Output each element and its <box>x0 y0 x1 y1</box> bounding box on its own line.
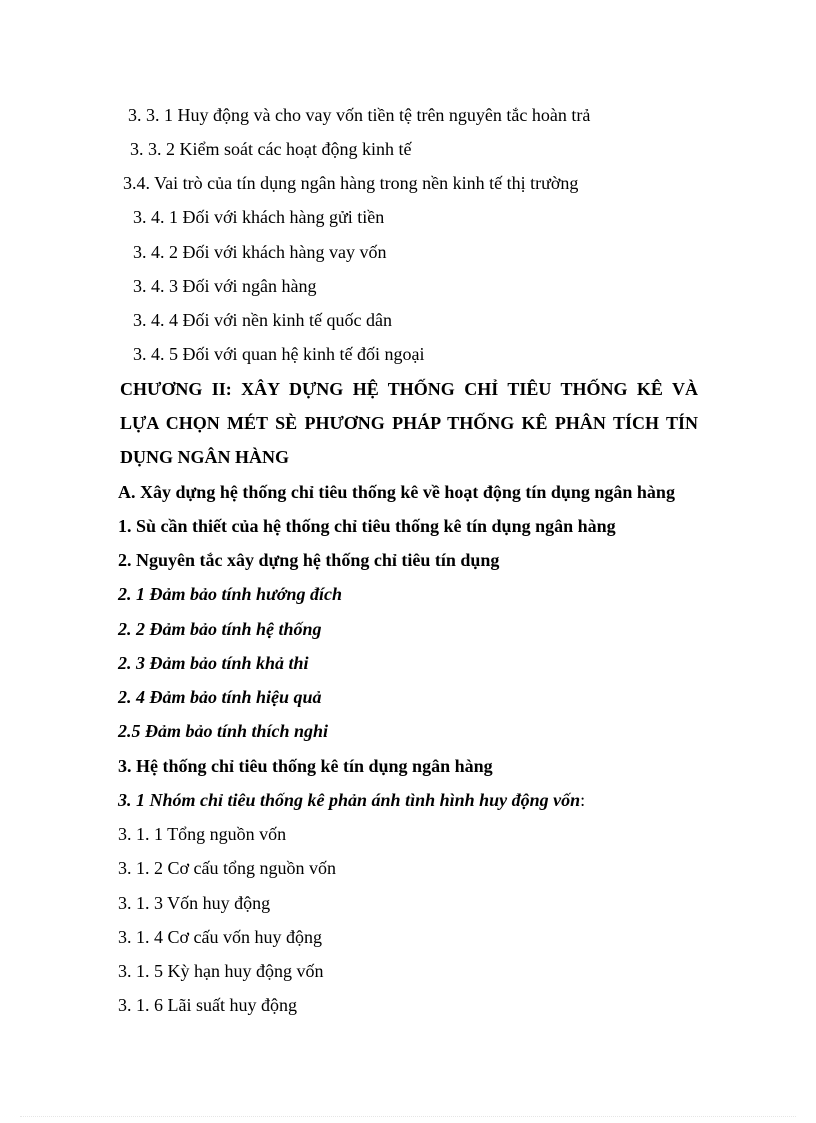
subheading-2-4: 2. 4 Đảm bảo tính hiệu quả <box>118 687 322 707</box>
subheading-2-5: 2.5 Đảm bảo tính thích nghi <box>118 721 329 741</box>
chapter-title-line-3: DỤNG NGÂN HÀNG <box>120 447 289 467</box>
section-a-heading: A. Xây dựng hệ thống chỉ tiêu thống kê về hoạt động tín dụng ngân hàng <box>118 482 675 502</box>
subheading-3-1-label: 3. 1 Nhóm chỉ tiêu thống kê phản ánh tình hình huy động vốn <box>118 790 581 810</box>
toc-item-3-4-5: 3. 4. 5 Đối với quan hệ kinh tế đối ngoại <box>133 344 425 364</box>
toc-item-3-4-2: 3. 4. 2 Đối với khách hàng vay vốn <box>133 242 387 262</box>
toc-item-3-3-1: 3. 3. 1 Huy động và cho vay vốn tiền tệ trên nguyên tắc hoàn trả <box>128 105 591 125</box>
toc-item-3-1-3: 3. 1. 3 Vốn huy động <box>118 893 271 913</box>
toc-item-3-4-1: 3. 4. 1 Đối với khách hàng gửi tiền <box>133 207 385 227</box>
toc-item-3-4-3: 3. 4. 3 Đối với ngân hàng <box>133 276 317 296</box>
toc-item-3-1-1: 3. 1. 1 Tổng nguồn vốn <box>118 824 287 844</box>
heading-1: 1. Sù cần thiết của hệ thống chỉ tiêu thống kê tín dụng ngân hàng <box>118 516 616 536</box>
chapter-title-line-2: LỰA CHỌN MÉT SÈ PHƯƠNG PHÁP THỐNG KÊ PHÂN TÍCH TÍN <box>120 413 698 433</box>
subheading-3-1-colon: : <box>580 790 586 810</box>
toc-item-3-1-5: 3. 1. 5 Kỳ hạn huy động vốn <box>118 961 324 981</box>
toc-item-3-1-2: 3. 1. 2 Cơ cấu tổng nguồn vốn <box>118 858 337 878</box>
toc-item-3-4: 3.4. Vai trò của tín dụng ngân hàng trong nền kinh tế thị trường <box>123 173 579 193</box>
toc-item-3-3-2: 3. 3. 2 Kiểm soát các hoạt động kinh tế <box>130 139 412 159</box>
chapter-title-line-1: CHƯƠNG II: XÂY DỰNG HỆ THỐNG CHỈ TIÊU THỐNG KÊ VÀ <box>120 379 698 399</box>
heading-3: 3. Hệ thống chỉ tiêu thống kê tín dụng ngân hàng <box>118 756 493 776</box>
toc-item-3-4-4: 3. 4. 4 Đối với nền kinh tế quốc dân <box>133 310 392 330</box>
subheading-2-3: 2. 3 Đảm bảo tính khả thi <box>118 653 309 673</box>
subheading-2-1: 2. 1 Đảm bảo tính hướng đích <box>118 584 342 604</box>
toc-item-3-1-6: 3. 1. 6 Lãi suất huy động <box>118 995 297 1015</box>
toc-item-3-1-4: 3. 1. 4 Cơ cấu vốn huy động <box>118 927 323 947</box>
subheading-2-2: 2. 2 Đảm bảo tính hệ thống <box>118 619 322 639</box>
heading-2: 2. Nguyên tắc xây dựng hệ thống chỉ tiêu tín dụng <box>118 550 500 570</box>
subheading-3-1 <box>118 789 585 811</box>
page-bottom-rule <box>20 1116 796 1117</box>
